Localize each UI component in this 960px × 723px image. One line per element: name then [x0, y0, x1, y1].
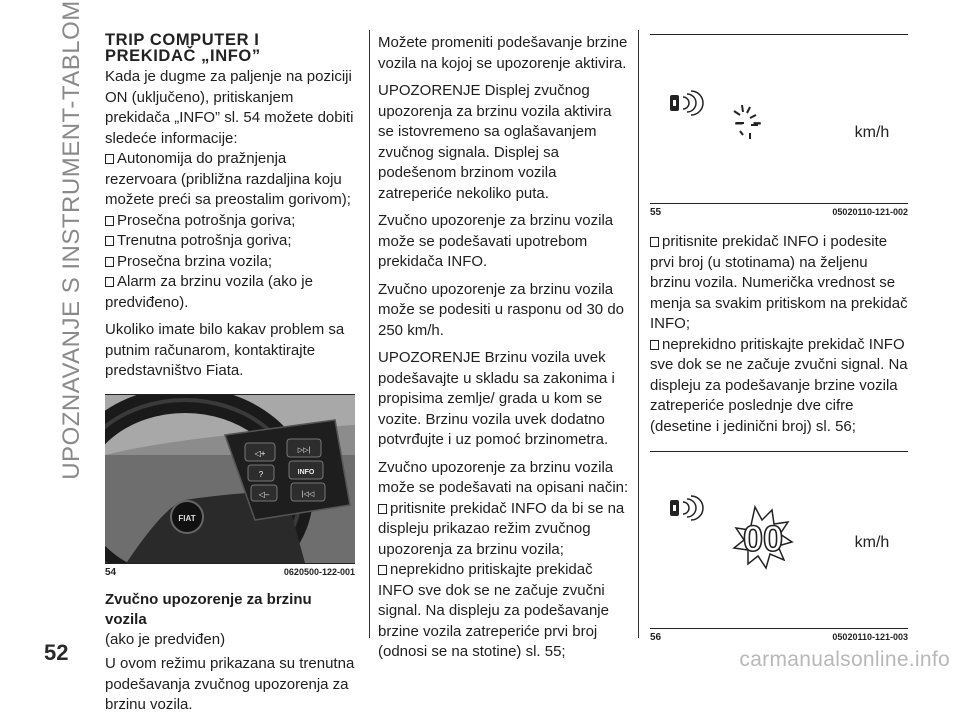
list-item: [105, 252, 355, 273]
column-2: [378, 33, 630, 663]
bullet-box-icon: [650, 340, 659, 350]
bullet-box-icon: [650, 237, 659, 247]
bullet-box-icon: [105, 277, 114, 287]
voice-button-label: ?: [258, 469, 264, 479]
bullet-box-icon: [105, 216, 114, 226]
speed-unit-label: km/h: [854, 124, 890, 141]
section-heading: [105, 32, 355, 64]
warning-paragraph: UPOZORENJE Displej zvučnog upozorenja za brzinu vozila aktivira se istovremeno sa oglašavanjem zvučnog signala. Displej sa podešenom brzinom vozila zatreperiće nekoliko puta.: [378, 82, 612, 202]
chapter-side-title-text: UPOZNAVANJE S INSTRUMENT-TABLOM: [58, 0, 86, 480]
speed-alarm-display-setting: [650, 452, 908, 628]
svg-text:FIAT: FIAT: [178, 513, 196, 523]
next-track-button-label: ▷▷|: [297, 446, 311, 454]
list-item: [378, 560, 630, 663]
figure-54-caption: [105, 567, 355, 578]
list-item: [105, 231, 355, 252]
figure-number: 54: [105, 566, 117, 578]
figure-56: [650, 451, 908, 629]
figure-54: [105, 394, 355, 564]
list-item: [378, 499, 630, 561]
bullet-box-icon: [378, 504, 387, 514]
list-item: [105, 211, 355, 232]
problem-paragraph: Ukoliko imate bilo kakav problem sa putnim računarom, kontaktirajte predstavništvo Fiata.: [105, 321, 345, 379]
instruction-list: [650, 232, 908, 437]
list-item-text: Prosečna potrošnja goriva;: [117, 211, 296, 229]
speed-display-value: 00: [742, 518, 784, 559]
paragraph: Zvučno upozorenje za brzinu vozila može se podešavati upotrebom prekidača INFO.: [378, 212, 614, 270]
bullet-box-icon: [105, 154, 114, 164]
bullet-box-icon: [105, 236, 114, 246]
paragraph: Zvučno upozorenje za brzinu vozila može se podešavati na opisani način:: [378, 458, 629, 496]
page-number: 52: [44, 640, 69, 665]
figure-56-caption: [650, 632, 908, 643]
bullet-box-icon: [105, 257, 114, 267]
figure-55: [650, 34, 908, 204]
list-item-text: Trenutna potrošnja goriva;: [117, 232, 292, 249]
list-item-text: pritisnite prekidač INFO i podesite prvi broj (u stotinama) na željenu brzinu vozila. Numerička vrednost se menja sa svakim pritiskom na prekidač INFO;: [650, 233, 908, 332]
list-item-text: Autonomija do pražnjenja rezervoara (približna razdaljina koju možete preći sa preostalim gorivom);: [105, 150, 351, 208]
speed-display-value: - -: [733, 105, 763, 138]
speed-unit-label: km/h: [854, 534, 890, 551]
figure-code: 05020110-121-003: [832, 632, 908, 642]
volume-up-button-label: ◁+: [254, 448, 266, 458]
watermark-text: carmanualsonline.info: [739, 648, 950, 671]
bullet-box-icon: [378, 565, 387, 575]
section-heading-line-1: TRIP COMPUTER I: [105, 31, 260, 49]
figure-number: 55: [650, 207, 662, 218]
info-button-label: INFO: [297, 468, 315, 476]
previous-track-button-label: |◁◁: [301, 490, 315, 498]
column-1: [105, 28, 355, 723]
mode-paragraph: U ovom režimu prikazana su trenutna podešavanja zvučnog upozorenja za brzinu vozila.: [105, 655, 355, 713]
list-item: [105, 149, 355, 211]
list-item: [105, 272, 355, 313]
intro-paragraph: Kada je dugme za paljenje na poziciji ON (uključeno), pritiskanjem prekidača „INFO” sl. 54 možete dobiti sledeće informacije:: [105, 68, 354, 147]
list-item-text: neprekidno pritiskajte prekidač INFO sve dok se ne začuje zvučni signal. Na displeju za podešavanje brzine vozila zatreperiće prvi broj (odnosi se na stotine) sl. 55;: [378, 561, 609, 660]
figure-code: 0620500-122-001: [283, 566, 355, 577]
list-item: [650, 335, 908, 438]
speed-alarm-display-blank: [650, 35, 908, 203]
info-list: [105, 149, 355, 313]
section-heading-line-2: PREKIDAČ „INFO”: [105, 47, 261, 65]
chapter-side-title: [52, 0, 92, 480]
volume-down-button-label: ◁–: [258, 489, 270, 499]
paragraph: Možete promeniti podešavanje brzine vozila na kojoj se upozorenje aktivira.: [378, 34, 628, 72]
column-divider: [369, 30, 370, 638]
subsection-heading: Zvučno upozorenje za brzinu vozila: [105, 590, 312, 628]
list-item-text: pritisnite prekidač INFO da bi se na displeju prikazao režim zvučnog upozorenja za brzinu vozila;: [378, 499, 625, 558]
list-item-text: neprekidno pritiskajte prekidač INFO sve dok se ne začuje zvučni signal. Na displeju za podešavanje brzine vozila zatreperiće poslednje dve cifre (desetine i jedinični broj) sl. 56;: [650, 335, 908, 435]
column-3: [650, 34, 908, 643]
subsection-note: (ako je predviđen): [105, 630, 226, 648]
list-item: [650, 232, 908, 335]
steering-wheel-photo: [105, 395, 355, 563]
figure-55-caption: [650, 207, 908, 218]
paragraph: Zvučno upozorenje za brzinu vozila može se podesiti u rasponu od 30 do 250 km/h.: [378, 280, 624, 339]
figure-number: 56: [650, 632, 662, 643]
warning-paragraph: UPOZORENJE Brzinu vozila uvek podešavajte u skladu sa zakonima i propisima zemlje/ grada u kom se vozite. Brzinu vozila uvek dodatno potvrđujte i uz pomoć brzinometra.: [378, 349, 615, 448]
list-item-text: Prosečna brzina vozila;: [117, 252, 273, 270]
column-divider: [638, 30, 639, 638]
list-item-text: Alarm za brzinu vozila (ako je predviđeno).: [105, 273, 313, 311]
figure-code: 05020110-121-002: [832, 207, 908, 217]
